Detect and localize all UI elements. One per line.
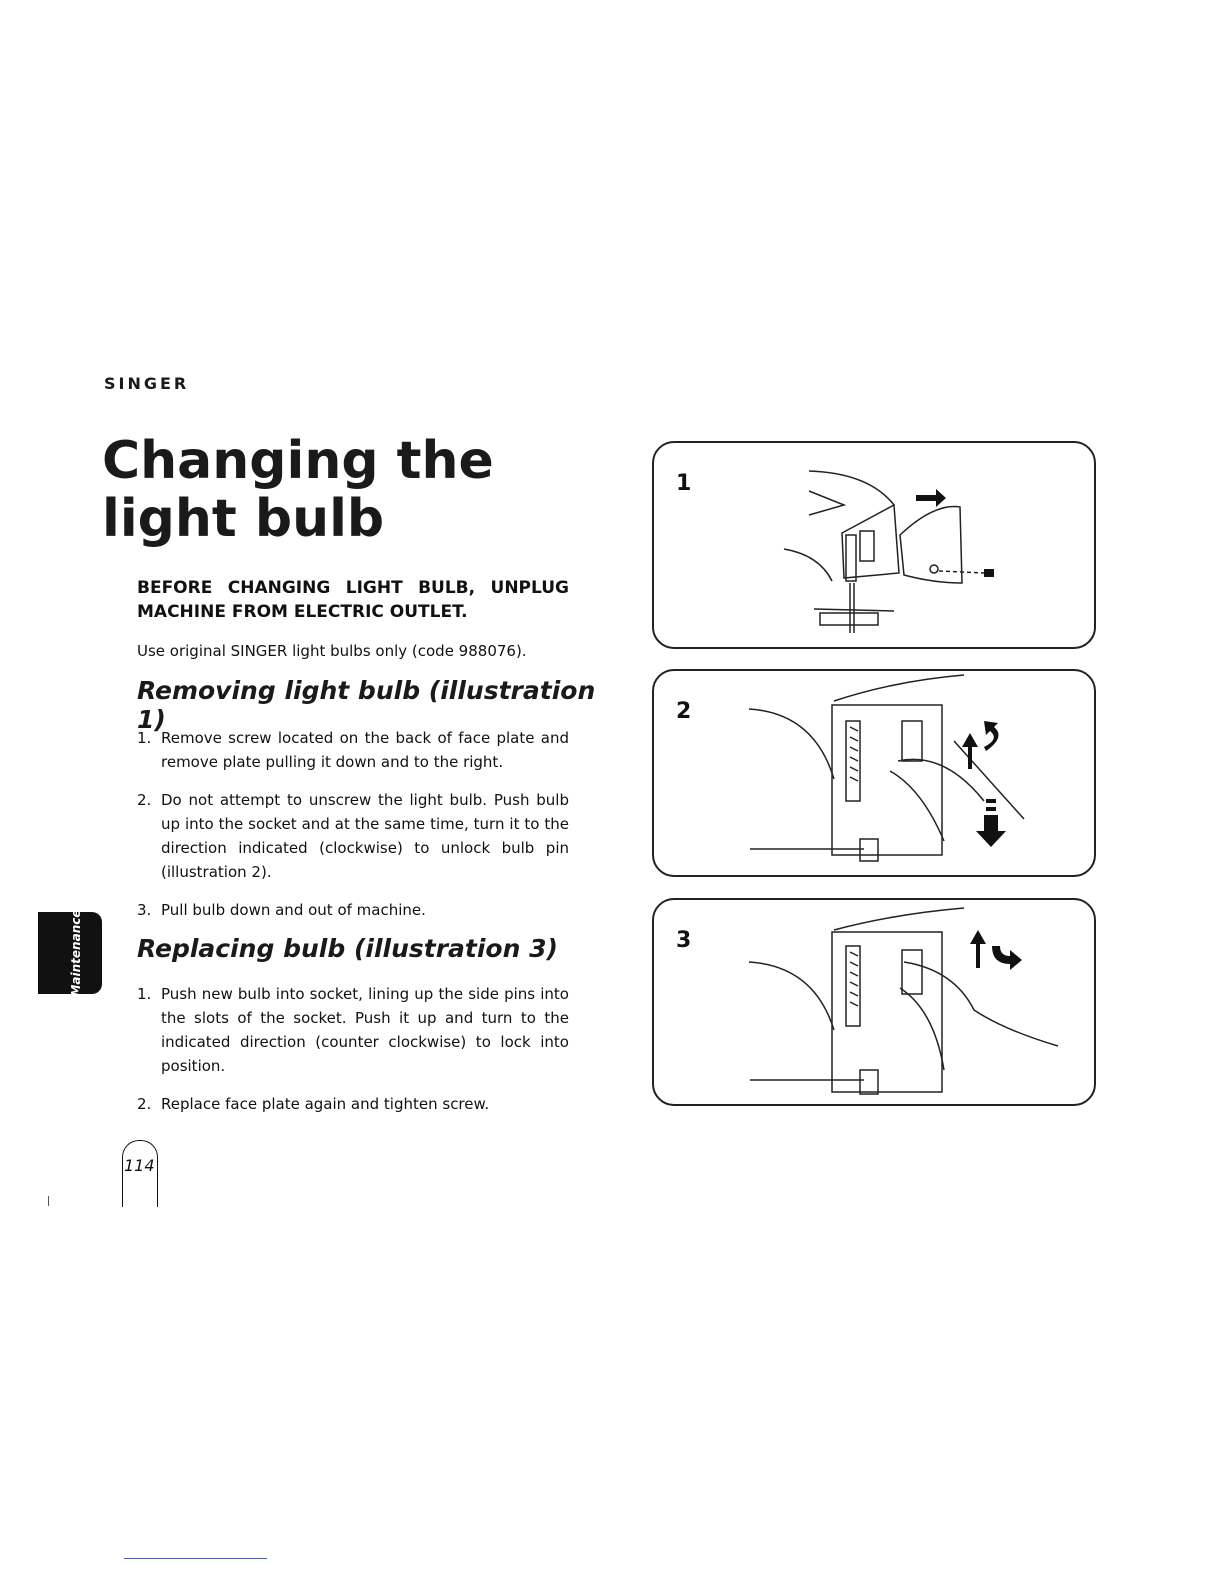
step-number: 1.	[137, 729, 152, 747]
illustration-number: 3	[676, 928, 692, 953]
bulb-unlock-drawing	[654, 671, 1098, 879]
margin-mark	[48, 1196, 49, 1206]
illustration-3	[652, 898, 1096, 1106]
step-number: 2.	[137, 791, 152, 809]
footer-rule	[124, 1558, 267, 1559]
removing-steps	[137, 726, 569, 936]
page-title: Changing the light bulb	[102, 431, 494, 549]
step-text: Pull bulb down and out of machine.	[161, 901, 426, 919]
brand-header: SINGER	[104, 374, 190, 393]
step-text: Remove screw located on the back of face plate and remove plate pulling it down and to the right.	[161, 729, 569, 771]
list-item	[137, 982, 569, 1078]
illustration-1	[652, 441, 1096, 649]
step-number: 2.	[137, 1095, 152, 1113]
step-text: Do not attempt to unscrew the light bulb. Push bulb up into the socket and at the same time, turn it to the direction indicated (clockwise) to unlock bulb pin (illustration 2).	[161, 791, 569, 881]
step-number: 3.	[137, 901, 152, 919]
bulb-code-note: Use original SINGER light bulbs only (code 988076).	[137, 642, 527, 660]
list-item	[137, 788, 569, 884]
sewing-machine-face-plate-drawing	[654, 443, 1098, 651]
removing-heading: Removing light bulb (illustration 1)	[137, 676, 596, 734]
illustration-number: 1	[676, 471, 692, 496]
section-tab-label: Maintenance	[69, 909, 83, 997]
illustration-2	[652, 669, 1096, 877]
list-item	[137, 726, 569, 774]
replacing-steps	[137, 982, 569, 1130]
page-number: 114	[124, 1156, 155, 1175]
replacing-heading: Replacing bulb (illustration 3)	[137, 934, 558, 963]
list-item	[137, 1092, 569, 1116]
warning-text: BEFORE CHANGING LIGHT BULB, UNPLUG MACHINE FROM ELECTRIC OUTLET.	[137, 578, 569, 622]
bulb-lock-drawing	[654, 900, 1098, 1108]
illustration-number: 2	[676, 699, 692, 724]
step-number: 1.	[137, 985, 152, 1003]
list-item	[137, 898, 569, 922]
step-text: Replace face plate again and tighten screw.	[161, 1095, 490, 1113]
step-text: Push new bulb into socket, lining up the side pins into the slots of the socket. Push it up and turn to the indicated direction (counter clockwise) to lock into position.	[161, 985, 569, 1075]
